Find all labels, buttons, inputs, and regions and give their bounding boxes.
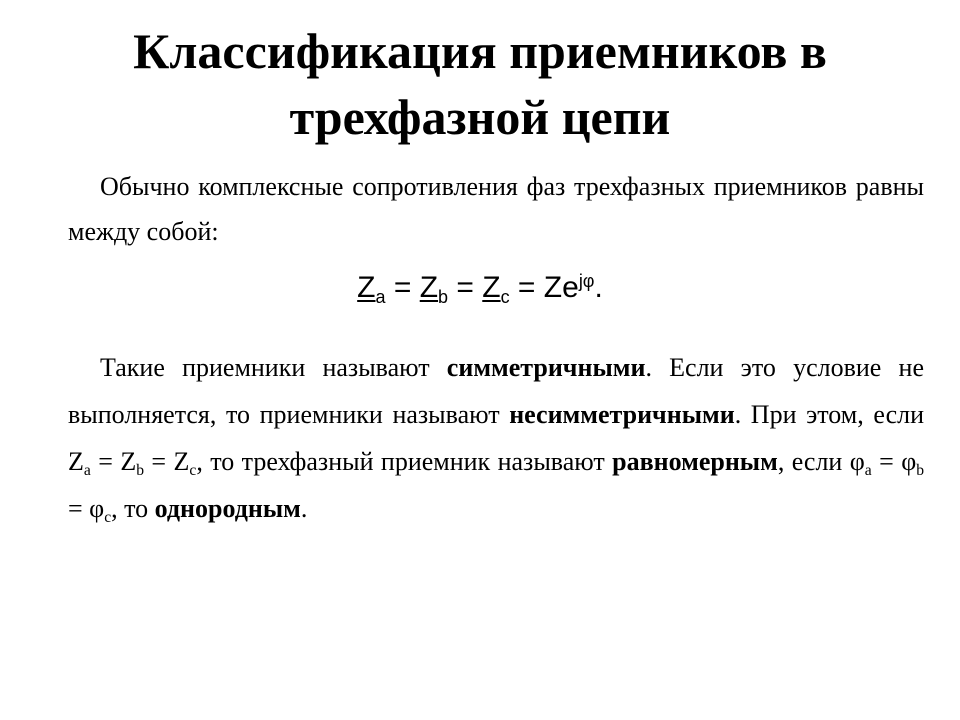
para-text: Такие приемники называют [100, 353, 447, 382]
impedance-equality-formula [0, 266, 960, 310]
inline-z-equality [68, 447, 197, 479]
z-symbol: Z [482, 271, 501, 304]
phi-symbol: φ [901, 447, 917, 476]
term-asymmetric: несимметричными [509, 400, 735, 429]
para-text: , то [111, 494, 155, 523]
equals-sign: = [90, 447, 121, 476]
z-symbol: Z [173, 447, 190, 476]
equals-sign: = [385, 271, 420, 304]
intro-paragraph: Обычно комплексные сопротивления фаз трехфазных приемников равны между собой: [68, 172, 924, 246]
equals-sign: = [448, 271, 483, 304]
subscript-b: b [916, 461, 925, 479]
slide-title [40, 18, 920, 150]
classification-paragraph [68, 344, 924, 532]
term-homogeneous: однородным [154, 494, 301, 523]
z-symbol: Z [68, 447, 84, 476]
subscript-c: c [189, 461, 197, 479]
subscript-a: a [83, 461, 91, 479]
para-text: , то трехфазный приемник называют [196, 447, 613, 476]
para-text: , если [777, 447, 850, 476]
para-text: . Если это условие не выполняется, то приемники называют [68, 353, 924, 429]
subscript-c: c [500, 286, 510, 307]
z-symbol: Z [120, 447, 137, 476]
title-line-1: Классификация приемников в [133, 23, 827, 79]
phi-symbol: φ [89, 494, 105, 523]
term-uniform: равномерным [612, 447, 778, 476]
subscript-a: a [375, 286, 386, 307]
equals-sign: = [68, 494, 90, 523]
subscript-a: a [864, 461, 872, 479]
para-text: . При этом, если [734, 400, 924, 429]
formula-end-dot: . [594, 271, 603, 304]
term-symmetric: симметричными [446, 353, 646, 382]
z-symbol: Z [357, 271, 376, 304]
para-text: . [300, 494, 308, 523]
equals-sign: = [144, 447, 174, 476]
z-symbol: Z [419, 271, 439, 304]
subscript-b: b [136, 461, 144, 479]
phi-symbol: φ [849, 447, 865, 476]
equals-sign: = [509, 271, 544, 304]
equals-sign: = [871, 447, 902, 476]
subscript-b: b [438, 286, 449, 307]
formula-rhs-base: Ze [543, 271, 579, 304]
title-line-2: трехфазной цепи [289, 89, 671, 145]
subscript-c: c [104, 508, 112, 526]
formula-rhs-exponent: jφ [578, 271, 595, 292]
